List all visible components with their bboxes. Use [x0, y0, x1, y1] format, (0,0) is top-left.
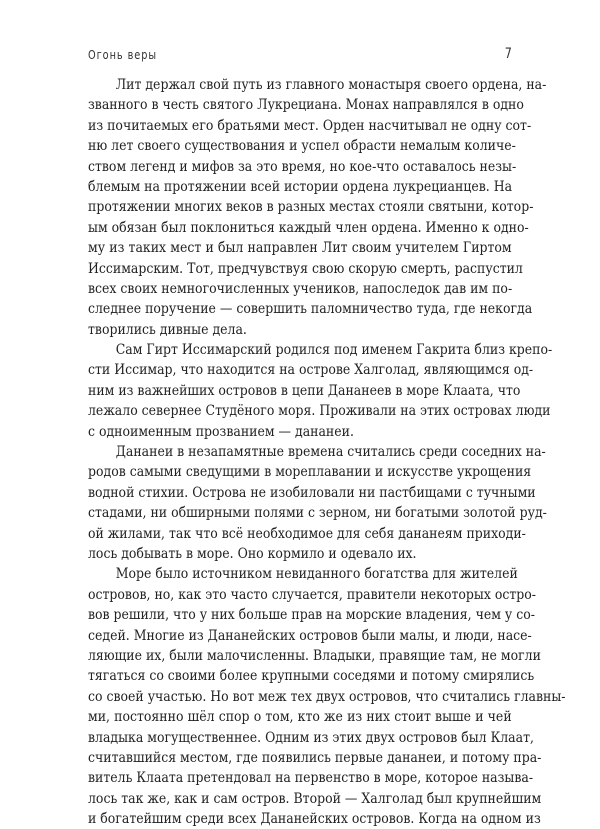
- text-line: му из таких мест и был направлен Лит своим учителем Гиртом: [88, 240, 512, 257]
- page-number: 7: [504, 46, 512, 62]
- text-line: Лит держал свой путь из главного монастыря своего ордена, на-: [115, 77, 547, 93]
- text-line: Сам Гирт Иссимарский родился под именем Гакрита близ крепо-: [115, 342, 553, 359]
- paragraph: [88, 340, 553, 442]
- text-line: седей. Многие из Дананейских островов были малы, и люди, насе-: [88, 627, 532, 644]
- text-line: ню лет своего существования и успел обрасти немалым количе-: [88, 138, 516, 155]
- text-line: витель Клаата претендовал на первенство в море, которое называ-: [88, 770, 534, 787]
- paragraph: [88, 75, 547, 340]
- text-line: ним из важнейших островов в цепи Дананеев в море Клаата, что: [88, 382, 521, 399]
- text-line: со своей участью. Но вот меж тех двух островов, что считались главны-: [88, 688, 566, 705]
- text-line: сти Иссимар, что находится на острове Халголад, являющимся од-: [88, 362, 534, 379]
- text-line: лось так же, как и сам остров. Второй — Халголад был крупнейшим: [88, 790, 542, 807]
- text-line: Иссимарским. Тот, предчувствуя свою скорую смерть, распустил: [88, 260, 523, 277]
- page-header: [88, 47, 512, 67]
- text-line: лежало севернее Студёного моря. Проживали на этих островах люди: [88, 403, 551, 420]
- text-line: тягаться со своими более крупными соседями и потому смирялись: [88, 668, 535, 685]
- text-line: Дананеи в незапамятные времена считались среди соседних на-: [115, 444, 546, 461]
- body-text: [88, 75, 566, 829]
- text-line: ым обязан был поклониться каждый член ордена. Именно к одно-: [88, 219, 529, 236]
- text-line: Море было источником невиданного богатства для жителей: [115, 566, 518, 583]
- paragraph: [88, 442, 547, 564]
- text-line: ми, постоянно шёл спор о том, кто же из них стоит выше и чей: [88, 709, 512, 726]
- text-line: и богатейшим среди всех Дананейских островов. Когда на одном из: [88, 811, 541, 828]
- text-line: протяжении многих веков в разных местах стояли святыни, котор-: [88, 199, 534, 216]
- text-line: островов, но, как это часто случается, правители некоторых остро-: [88, 586, 537, 603]
- text-line: владыка могущественнее. Одним из этих двух островов был Клаат,: [88, 729, 534, 746]
- text-line: ляющие их, были малочисленны. Владыки, правящие там, не могли: [88, 647, 541, 664]
- text-line: ой жилами, так что всё необходимое для себя дананеям приходи-: [88, 525, 526, 542]
- running-title: Огонь веры: [88, 47, 157, 62]
- paragraph: [88, 564, 566, 829]
- text-line: всех своих немногочисленных учеников, напоследок дав им по-: [88, 280, 513, 297]
- text-line: стадами, ни обширными полями с зерном, ни богатыми золотой руд-: [88, 505, 547, 522]
- text-line: с одноименным прозванием — дананеи.: [88, 423, 354, 440]
- text-line: званного в честь святого Лукрециана. Монах направлялся в одно: [88, 97, 524, 114]
- text-line: считавшийся местом, где появились первые дананеи, и потому пра-: [88, 749, 542, 766]
- text-line: вов решили, что у них больше прав на морские владения, чем у со-: [88, 607, 535, 624]
- text-line: следнее поручение — совершить паломничество туда, где некогда: [88, 301, 533, 318]
- text-line: творились дивные дела.: [88, 321, 247, 338]
- text-line: блемым на протяжении всей истории ордена лукрецианцев. На: [88, 178, 513, 195]
- text-line: лось добывать в море. Оно кормило и одевало их.: [88, 545, 417, 562]
- text-line: ством легенд и мифов за это время, но кое-что оставалось незы-: [88, 158, 517, 175]
- text-line: родов самыми сведущими в мореплавании и искусстве укрощения: [88, 464, 532, 481]
- text-line: водной стихии. Острова не изобиловали ни пастбищами с тучными: [88, 484, 536, 501]
- text-line: из почитаемых его братьями мест. Орден насчитывал не одну сот-: [88, 117, 532, 134]
